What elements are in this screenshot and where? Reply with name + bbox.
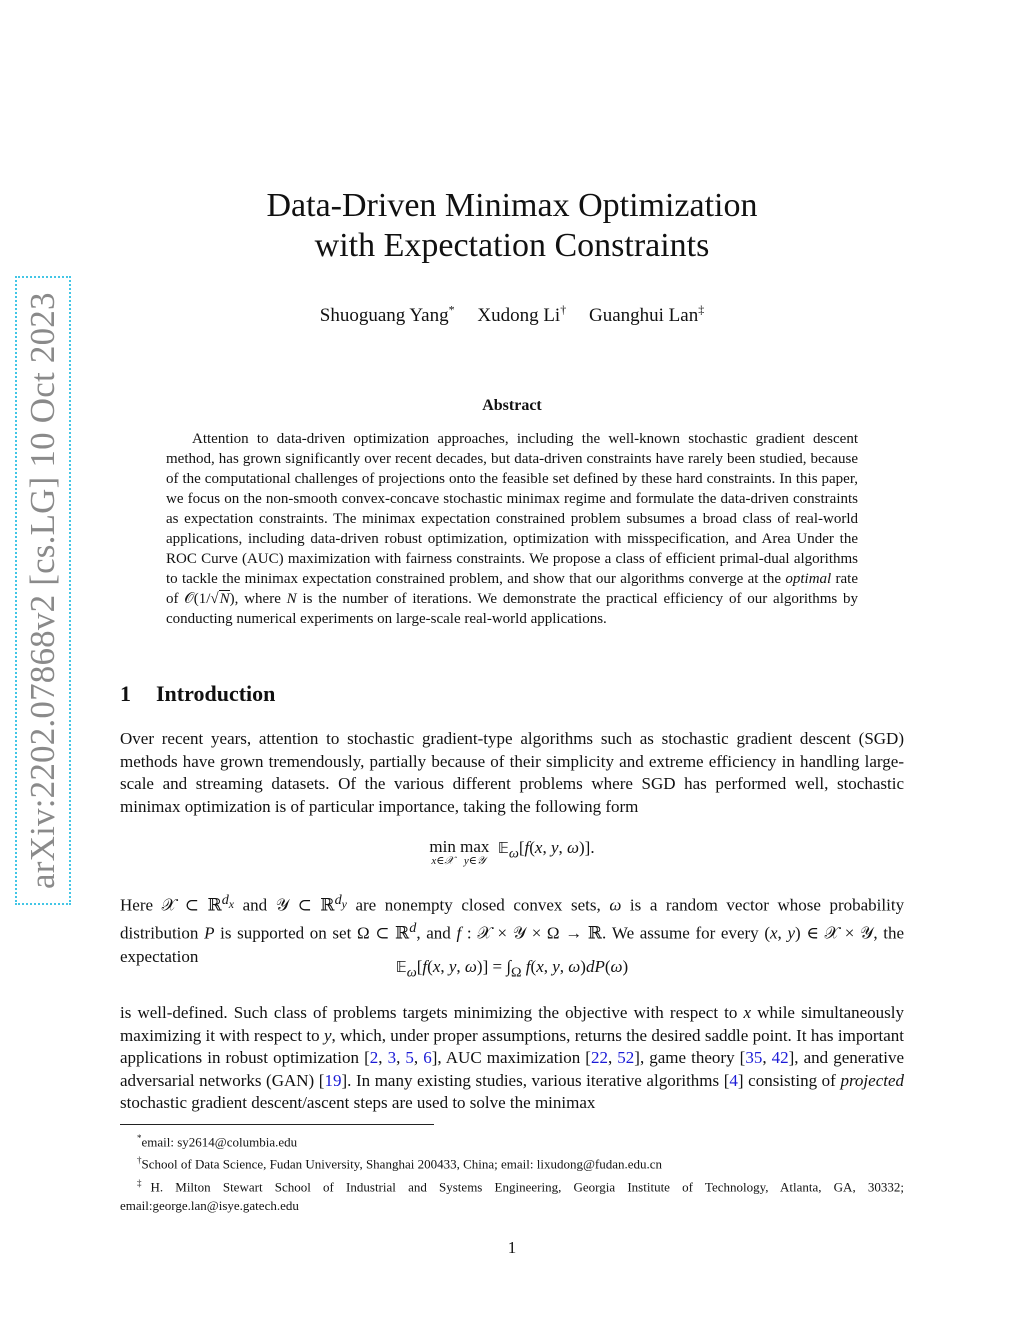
section-heading: 1 Introduction <box>120 681 276 706</box>
title-line-2: with Expectation Constraints <box>314 227 710 264</box>
paper-title <box>0 186 1024 266</box>
abstract-body: Attention to data-driven optimization approaches, including the well-known stochastic gradient descent method, has grown significantly over recent decades, but data-driven constraints have rarely been studied, because of the computational challenges of projections onto the feasible set defined by these hard constraints. In this paper, we focus on the non-smooth convex-concave stochastic minimax regime and formulate the data-driven constraints as expectation constraints. The minimax expectation constrained problem subsumes a broad class of real-world applications, including data-driven robust optimization, optimization with misspecification, and Area Under the ROC Curve (AUC) maximization with fairness constraints. We propose a class of efficient primal-dual algorithms to tackle the minimax expectation constrained problem, and show that our algorithms converge at the optimal rate of 𝒪(1/√N), where N is the number of iterations. We demonstrate the practical efficiency of our algorithms by conducting numerical experiments on large-scale real-world applications. <box>166 431 859 627</box>
intro-paragraph-2: Here 𝒳 ⊂ ℝ$^{d_x}$ and 𝒴 ⊂ ℝ$^{d_y}$ are nonempty closed convex sets, ω is a random vector whose probability distribution P is supported on set Ω ⊂ ℝ$^d$, and f : 𝒳 × 𝒴 × Ω → ℝ. We assume for every (x, y) ∈ 𝒳 × 𝒴, the expectation <box>120 892 905 966</box>
author: Xudong Li† <box>477 303 567 327</box>
citation-link[interactable]: 4 <box>729 1070 738 1090</box>
minimax-equation: min x∈𝒳 max y∈𝒴 𝔼$_\omega$[f(x, y, ω)]. <box>429 837 595 867</box>
citation-link[interactable]: 19 <box>324 1070 342 1090</box>
author-list <box>0 303 1024 327</box>
citation-link[interactable]: 35 <box>745 1048 763 1068</box>
footnotes <box>120 1129 904 1215</box>
author: Guanghui Lan‡ <box>588 303 705 327</box>
footnote: †School of Data Science, Fudan University, Shanghai 200433, China; email: lixudong@fudan.edu.cn <box>137 1155 663 1172</box>
abstract-heading: Abstract <box>482 397 542 414</box>
expectation-equation: 𝔼$_\omega$[f(x, y, $\omega)] = \int_\Omega$ f(x, y, ω)dP(ω) <box>395 957 629 981</box>
citation-link[interactable]: 6 <box>423 1048 432 1068</box>
author: Shuoguang Yang* <box>319 303 455 327</box>
footnote: ‡H. Milton Stewart School of Industrial and Systems Engineering, Georgia Institute of Technology, Atlanta, GA, 30332; email:george.lan@isye.gatech.edu <box>120 1177 904 1213</box>
page-number: 1 <box>507 1238 517 1257</box>
citation-link[interactable]: 42 <box>771 1048 789 1068</box>
intro-paragraph-1: Over recent years, attention to stochastic gradient-type algorithms such as stochastic gradient descent (SGD) methods have grown tremendously, partially because of their simplicity and extreme efficiency in handling large-scale and streaming datasets. Of the various different problems where SGD has performed well, stochastic minimax optimization is of particular importance, taking the following form <box>120 729 904 816</box>
footnote-divider <box>120 1124 434 1125</box>
citation-link[interactable]: 5 <box>405 1048 414 1068</box>
citation-link[interactable]: 3 <box>387 1048 397 1068</box>
citation-link[interactable]: 52 <box>617 1048 635 1068</box>
footnote: *email: sy2614@columbia.edu <box>137 1133 298 1150</box>
title-line-1: Data-Driven Minimax Optimization <box>266 187 758 224</box>
intro-paragraph-3: is well-defined. Such class of problems targets minimizing the objective with respect to x while simultaneously maximizing it with respect to y, which, under proper assumptions, returns the desired saddle point. It has important applications in robust optimization [2, 3, 5, 6], AUC maximization [22, 52], game theory [35, 42], and generative adversarial networks (GAN) [19]. In many existing studies, various iterative algorithms [4] consisting of projected stochastic gradient descent/ascent steps are used to solve the minimax <box>120 1003 905 1113</box>
citation-link[interactable]: 22 <box>590 1048 608 1068</box>
citation-link[interactable]: 2 <box>369 1048 379 1068</box>
arxiv-identifier: arXiv:2202.07868v2 [cs.LG] 10 Oct 2023 <box>15 276 71 905</box>
